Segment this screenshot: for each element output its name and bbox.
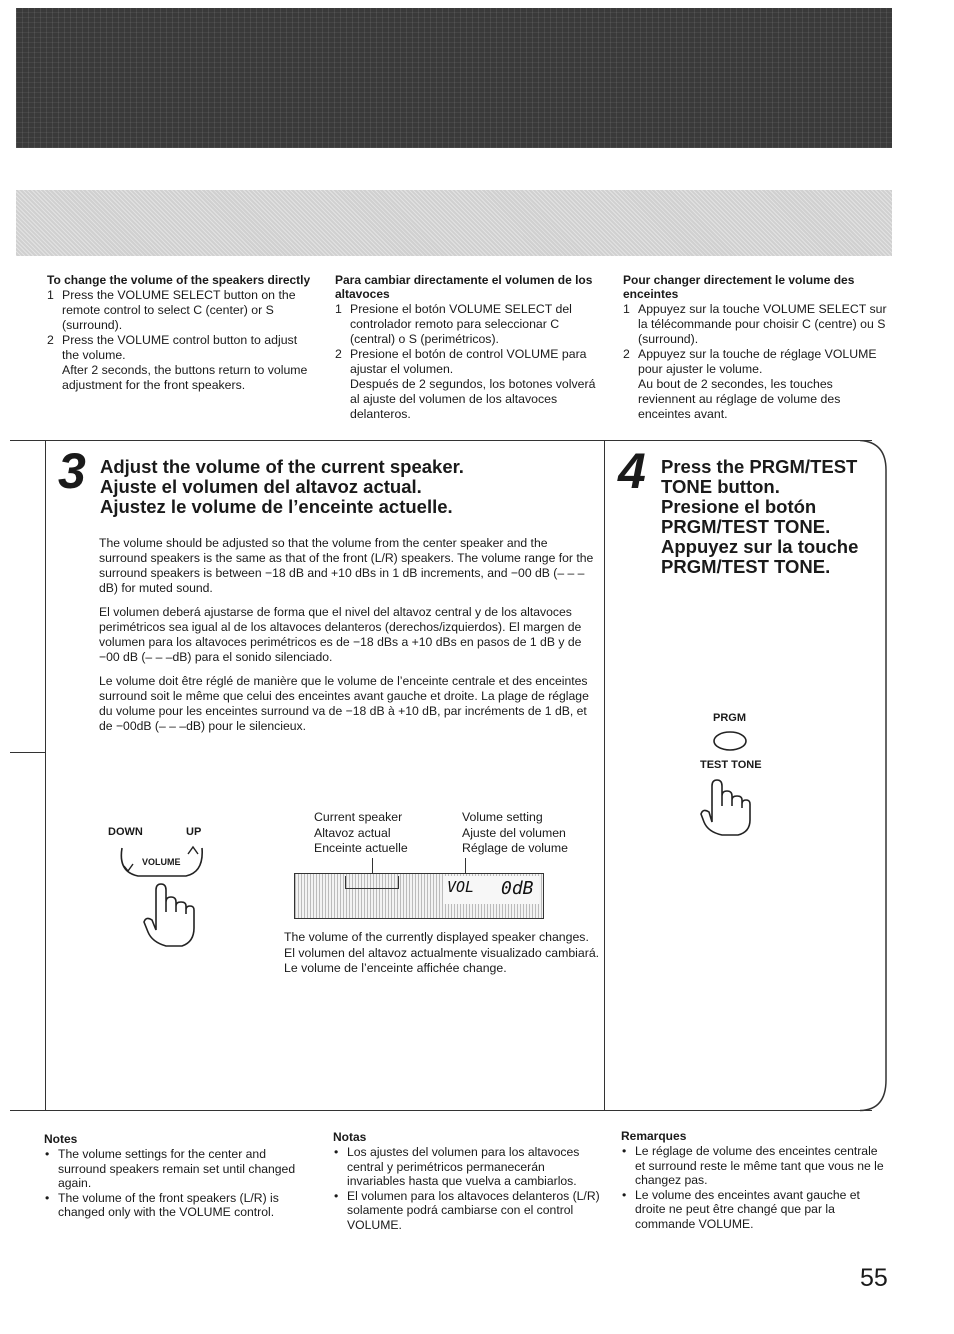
step-text: Press the VOLUME SELECT button on the remote control to select C (center) or S (surround).	[62, 288, 296, 332]
caption-fr: Enceinte actuelle	[314, 841, 408, 855]
volume-button-label: VOLUME	[142, 857, 181, 867]
lcd-bracket	[345, 876, 399, 889]
step-text: Appuyez sur la touche de réglage VOLUME pour ajuster le volume.	[638, 347, 877, 376]
step-extra: Después de 2 segundos, los botones volverá al ajuste del volumen de los altavoces delanteros.	[350, 377, 596, 421]
step-number: 1	[623, 302, 630, 316]
result-es: El volumen del altavoz actualmente visualizado cambiará.	[284, 945, 600, 960]
caption-fr: Réglage de volume	[462, 841, 568, 855]
step-text: Press the VOLUME control button to adjust the volume.	[62, 333, 298, 362]
step-4-heading	[661, 457, 871, 577]
page-number: 55	[860, 1264, 888, 1292]
notes-es-title: Notas	[333, 1130, 367, 1144]
instructions-es	[335, 273, 603, 422]
step-number: 2	[47, 333, 54, 347]
step-number: 1	[47, 288, 54, 302]
subheader-banner	[16, 190, 892, 256]
note-item: • The volume settings for the center and surround speakers remain set until changed again.	[44, 1147, 316, 1191]
pressing-hand-icon	[140, 882, 202, 950]
instructions-fr-heading: Pour changer directement le volume des enceintes	[623, 273, 855, 301]
note-item: • The volume of the front speakers (L/R) is changed only with the VOLUME control.	[44, 1191, 316, 1220]
caption-pointer	[372, 858, 373, 874]
current-speaker-caption	[314, 810, 408, 857]
frame-top-rule	[10, 440, 872, 441]
pressing-hand-icon	[698, 778, 762, 838]
instructions-es-heading: Para cambiar directamente el volumen de los altavoces	[335, 273, 593, 301]
prgm-label: PRGM	[713, 712, 746, 724]
instructions-fr-step	[623, 347, 891, 422]
step-3-result	[284, 930, 604, 977]
step-3-heading-es: Ajuste el volumen del altavoz actual.	[100, 476, 422, 497]
step-text: Appuyez sur la touche VOLUME SELECT sur la télécommande pour choisir C (centre) ou S (surround).	[638, 302, 887, 346]
volume-setting-caption	[462, 810, 568, 857]
step-4-heading-en: Press the PRGM/TEST TONE button.	[661, 456, 858, 497]
step-3-paragraph-fr: Le volume doit être réglé de manière que le volume de l’enceinte centrale et des enceintes surround soit le même que celui des enceintes avant gauche et droite. La plage de réglage du volume pour les enceintes surround va de −18 dB à +10 dB, par incréments de 1 dB, et de −00dB (– – –dB) pour le silencieux.	[99, 674, 589, 733]
step-3-heading-en: Adjust the volume of the current speaker.	[100, 456, 464, 477]
instructions-es-step	[335, 302, 603, 347]
notes-fr-title: Remarques	[621, 1129, 687, 1143]
note-item: • Le réglage de volume des enceintes centrale et surround reste le même tant que vous ne le changez pas.	[621, 1144, 889, 1188]
notes-en-title: Notes	[44, 1132, 78, 1146]
notes-es	[333, 1130, 601, 1232]
step-3-number: 3	[58, 443, 86, 499]
note-item: • Los ajustes del volumen para los altavoces central y perimétricos permanecerán invariables hasta que vuelva a cambiarlos.	[333, 1145, 601, 1189]
instructions-en-step	[47, 333, 315, 393]
header-banner	[16, 8, 892, 148]
step-extra: Au bout de 2 secondes, les touches reviennent au réglage de volume des enceintes avant.	[638, 377, 841, 421]
caption-en: Volume setting	[462, 810, 543, 824]
instructions-fr-step	[623, 302, 891, 347]
caption-pointer	[465, 858, 466, 874]
note-item: • El volumen para los altavoces delanteros (L/R) solamente podrá cambiarse con el control VOLUME.	[333, 1189, 601, 1233]
result-fr: Le volume de l’enceinte affichée change.	[284, 961, 507, 975]
caption-en: Current speaker	[314, 810, 403, 824]
step-3-body	[99, 536, 597, 743]
result-en: The volume of the currently displayed speaker changes.	[284, 930, 589, 944]
step-4-heading-fr: Appuyez sur la touche PRGM/TEST TONE.	[661, 536, 859, 577]
step-3-paragraph-es: El volumen deberá ajustarse de forma que el nivel del altavoz central y de los altavoces perimétricos sea igual al de los altavoces delanteros (derechos/izquierdos). El margen de volumen para los altavoces perimétricos es de −18 dBs a +10 dBs en pasos de 1 dB y de −00 dB (– – –dB) para el sonido silenciado.	[99, 605, 582, 664]
step-number: 2	[623, 347, 630, 361]
frame-bottom-rule	[10, 1110, 872, 1111]
instructions-fr	[623, 273, 891, 422]
caption-es: Ajuste del volumen	[462, 825, 566, 840]
volume-up-label: UP	[186, 826, 202, 838]
lcd-display	[294, 873, 544, 919]
step-3-heading-fr: Ajustez le volume de l’enceinte actuelle.	[100, 496, 453, 517]
instructions-en	[47, 273, 315, 393]
prgm-test-tone-button[interactable]	[710, 728, 750, 754]
step-3-paragraph-en: The volume should be adjusted so that the volume from the center speaker and the surround speakers is the same as that of the front (L/R) speakers. The volume range for the surround speakers is between −18 dB and +10 dBs in 1 dB increments, and −00 dB (– – –dB) for muted sound.	[99, 536, 594, 595]
note-item: • Le volume des enceintes avant gauche et droite ne peut être changé que par la commande VOLUME.	[621, 1188, 889, 1232]
test-tone-label: TEST TONE	[700, 759, 762, 771]
lcd-volume-label: VOL	[447, 878, 475, 896]
frame-left-rule	[45, 440, 46, 1110]
step-number: 1	[335, 302, 342, 316]
frame-tick	[10, 752, 45, 753]
frame-divider	[604, 440, 605, 1110]
caption-es: Altavoz actual	[314, 825, 391, 840]
notes-fr	[621, 1129, 889, 1231]
step-4-number: 4	[618, 443, 646, 499]
instructions-en-step	[47, 288, 315, 333]
instructions-es-step	[335, 347, 603, 422]
step-extra: After 2 seconds, the buttons return to volume adjustment for the front speakers.	[62, 363, 308, 392]
step-4-heading-es: Presione el botón PRGM/TEST TONE.	[661, 496, 831, 537]
lcd-volume-value: 0dB	[501, 878, 534, 899]
instructions-en-heading: To change the volume of the speakers directly	[47, 273, 311, 287]
volume-down-label: DOWN	[108, 826, 143, 838]
step-3-heading	[100, 457, 600, 517]
step-text: Presione el botón de control VOLUME para ajustar el volumen.	[350, 347, 587, 376]
step-number: 2	[335, 347, 342, 361]
notes-en	[44, 1132, 316, 1220]
step-text: Presione el botón VOLUME SELECT del controlador remoto para seleccionar C (central) o S (perimétricos).	[350, 302, 572, 346]
